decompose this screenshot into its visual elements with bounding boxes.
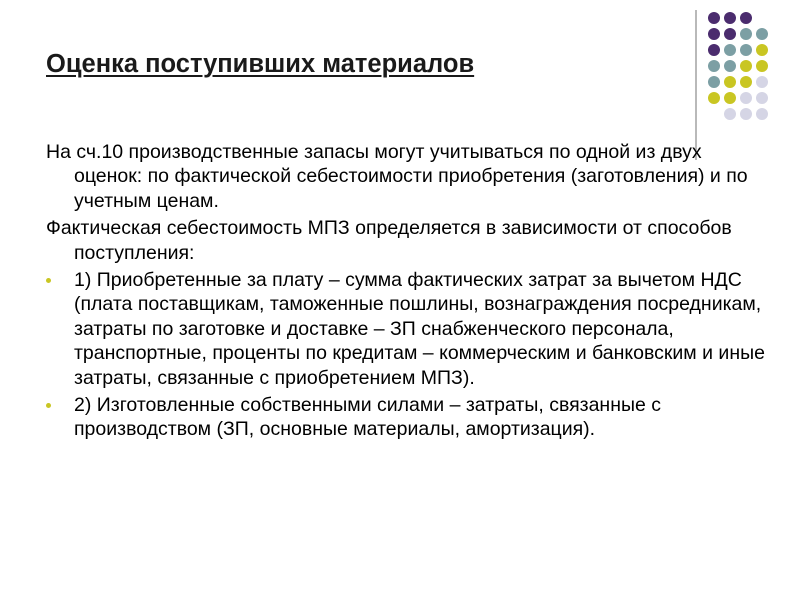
ornament-dot bbox=[724, 12, 736, 24]
ornament-dot bbox=[724, 28, 736, 40]
ornament-dot bbox=[740, 108, 752, 120]
ornament-dot bbox=[740, 60, 752, 72]
ornament-dot bbox=[740, 76, 752, 88]
ornament-dot bbox=[724, 44, 736, 56]
ornament-dot bbox=[756, 108, 768, 120]
ornament-dot bbox=[708, 12, 720, 24]
bullet-item-2-text: 2) Изготовленные собственными силами – затраты, связанные с производством (ЗП, основные материалы, амортизация). bbox=[74, 394, 661, 441]
body-paragraph-2: Фактическая себестоимость МПЗ определяется в зависимости от способов поступления: bbox=[46, 217, 732, 264]
ornament-dot bbox=[740, 28, 752, 40]
bullet-dot-icon bbox=[46, 278, 51, 283]
ornament-dot bbox=[708, 60, 720, 72]
bullet-item-1 bbox=[46, 268, 766, 390]
ornament-dot bbox=[756, 92, 768, 104]
bullet-item-2 bbox=[46, 393, 766, 442]
ornament-dot bbox=[708, 44, 720, 56]
ornament-dot bbox=[724, 108, 736, 120]
bullet-item-1-text: 1) Приобретенные за плату – сумма фактических затрат за вычетом НДС (плата поставщикам, таможенные пошлины, вознаграждения посредникам, затраты по заготовке и доставке – ЗП снабженческого персонала, транспортные, проценты по кредитам – коммерческим и банковским и иные затраты, связанные с приобретением МПЗ). bbox=[74, 269, 765, 389]
ornament-dot bbox=[724, 60, 736, 72]
ornament-dot bbox=[740, 44, 752, 56]
ornament-dot bbox=[756, 76, 768, 88]
bullet-dot-icon bbox=[46, 403, 51, 408]
body-paragraph-1: На сч.10 производственные запасы могут учитываться по одной из двух оценок: по фактической себестоимости приобретения (заготовления) и по учетным ценам. bbox=[46, 141, 748, 212]
ornament-dot bbox=[708, 28, 720, 40]
slide-body bbox=[46, 140, 766, 445]
slide-title: Оценка поступивших материалов bbox=[46, 50, 475, 78]
ornament-dot bbox=[708, 76, 720, 88]
dot-grid-ornament-icon bbox=[708, 12, 772, 124]
vertical-divider bbox=[695, 10, 697, 160]
ornament-dot bbox=[756, 44, 768, 56]
ornament-dot bbox=[740, 12, 752, 24]
ornament-dot bbox=[756, 28, 768, 40]
ornament-dot bbox=[724, 92, 736, 104]
ornament-dot bbox=[708, 92, 720, 104]
ornament-dot bbox=[740, 92, 752, 104]
ornament-dot bbox=[724, 76, 736, 88]
ornament-dot bbox=[756, 60, 768, 72]
